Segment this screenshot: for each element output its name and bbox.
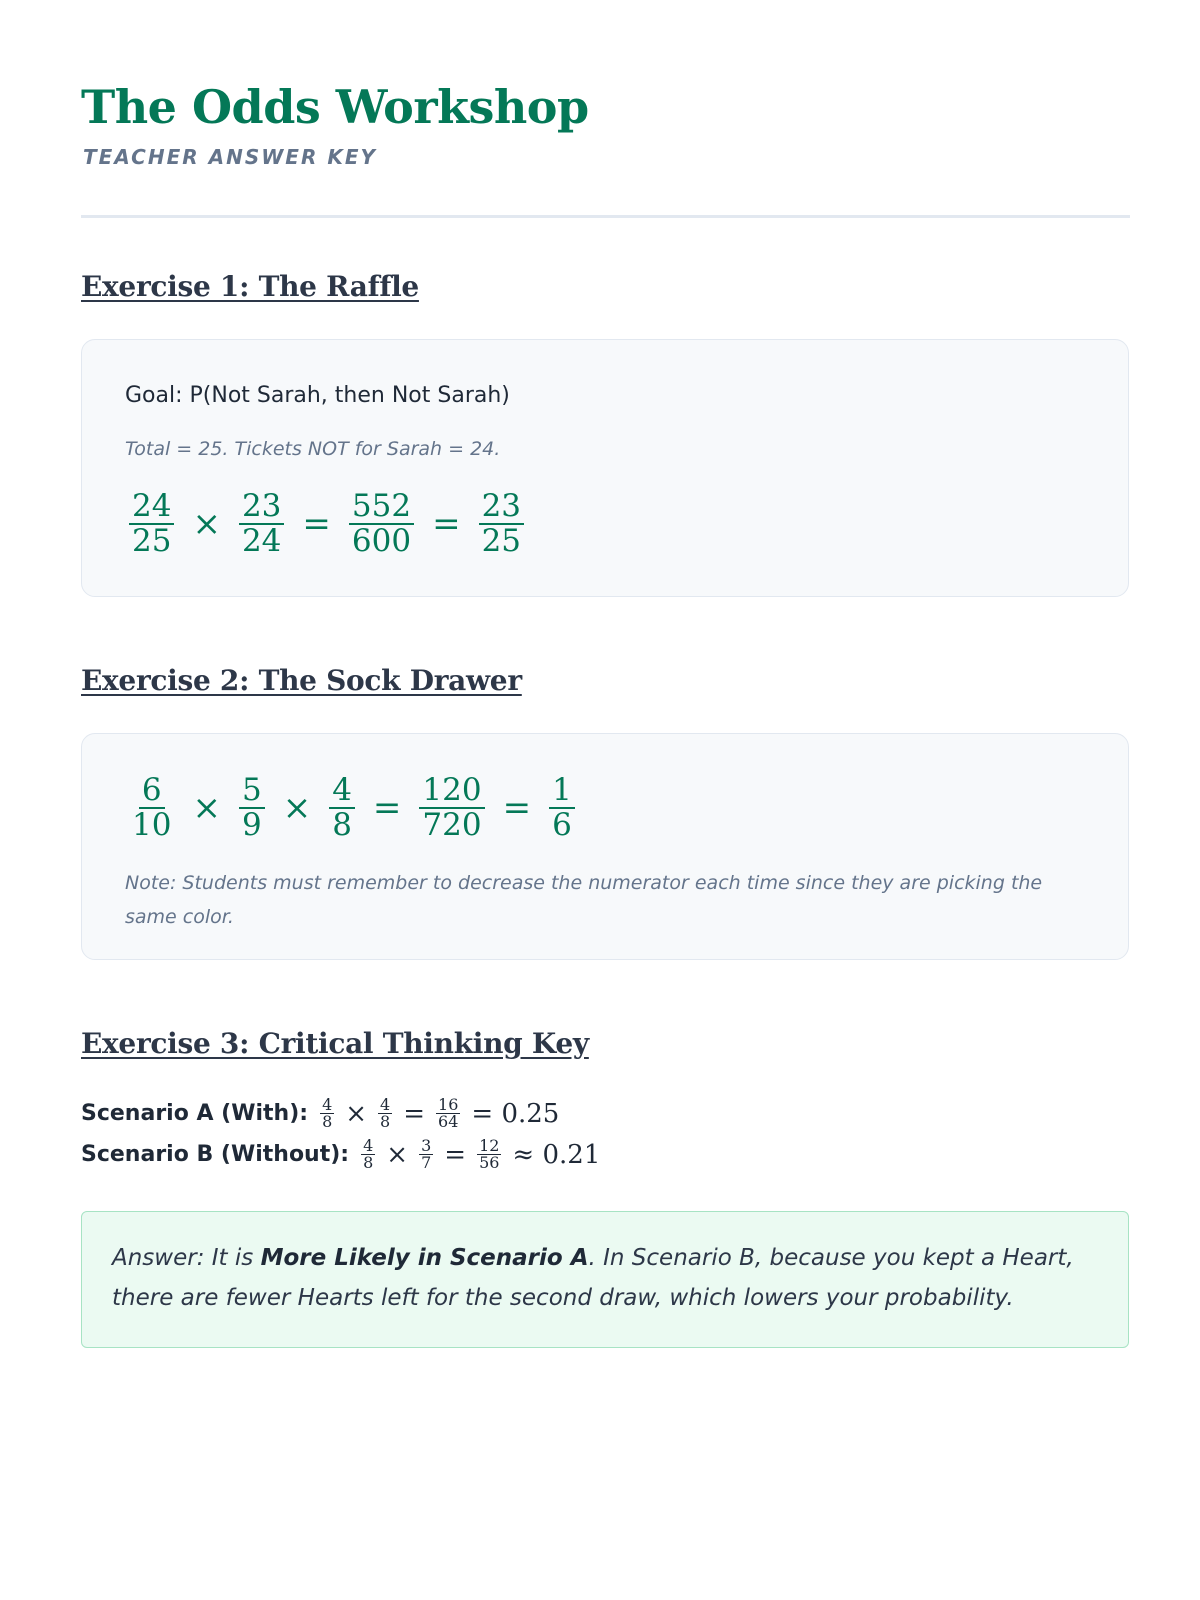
fraction-numerator: 4 bbox=[329, 774, 355, 809]
scenario-b-equation bbox=[359, 1138, 609, 1171]
fraction-numerator: 552 bbox=[349, 490, 414, 525]
exercise-1-heading: Exercise 1: The Raffle bbox=[81, 270, 419, 303]
fraction bbox=[347, 490, 416, 557]
fraction-denominator: 64 bbox=[438, 1112, 459, 1131]
fraction bbox=[359, 1138, 377, 1171]
fraction-denominator: 25 bbox=[481, 522, 522, 559]
fraction-numerator: 4 bbox=[363, 1136, 374, 1155]
exercise-2-heading: Exercise 2: The Sock Drawer bbox=[81, 664, 522, 697]
fraction-denominator: 8 bbox=[380, 1112, 391, 1131]
fraction bbox=[237, 490, 286, 557]
fraction-numerator: 23 bbox=[239, 490, 284, 525]
result-value: = 0.25 bbox=[471, 1098, 560, 1129]
fraction-denominator: 25 bbox=[132, 522, 172, 559]
exercise-1-equation bbox=[127, 490, 526, 557]
fraction-denominator: 8 bbox=[322, 1112, 333, 1131]
fraction-numerator: 12 bbox=[479, 1136, 500, 1155]
header-divider bbox=[81, 215, 1130, 218]
scenario-a-equation bbox=[318, 1097, 568, 1130]
equals-operator: = bbox=[403, 1098, 426, 1129]
exercise-2-equation bbox=[127, 774, 577, 841]
fraction-denominator: 24 bbox=[241, 522, 282, 559]
times-operator: × bbox=[192, 503, 221, 544]
fraction-numerator: 23 bbox=[479, 490, 524, 525]
times-operator: × bbox=[192, 787, 221, 828]
times-operator: × bbox=[282, 787, 312, 828]
fraction bbox=[434, 1097, 462, 1130]
equals-operator: = bbox=[372, 787, 402, 828]
fraction-denominator: 6 bbox=[552, 806, 572, 843]
scenario-b-row bbox=[81, 1138, 609, 1171]
result-value: ≈ 0.21 bbox=[512, 1139, 601, 1170]
equals-operator: = bbox=[502, 787, 532, 828]
fraction-numerator: 3 bbox=[421, 1136, 432, 1155]
exercise-2-card bbox=[81, 733, 1129, 960]
equals-operator: = bbox=[302, 503, 331, 544]
answer-suffix: . In Scenario B, because you kept a Heart, there are fewer Hearts left for the second draw, which lowers your probability. bbox=[112, 1245, 1074, 1311]
fraction-numerator: 5 bbox=[239, 774, 265, 809]
fraction-numerator: 4 bbox=[380, 1095, 391, 1114]
fraction bbox=[127, 490, 176, 557]
fraction-denominator: 600 bbox=[351, 522, 412, 559]
fraction-numerator: 120 bbox=[419, 774, 484, 809]
fraction-denominator: 8 bbox=[332, 806, 352, 843]
fraction bbox=[475, 1138, 503, 1171]
scenario-b-label: Scenario B (Without): bbox=[81, 1142, 350, 1167]
fraction bbox=[318, 1097, 336, 1130]
fraction-denominator: 10 bbox=[132, 806, 172, 843]
scenario-a-row bbox=[81, 1097, 568, 1130]
fraction-numerator: 16 bbox=[438, 1095, 459, 1114]
page-title: The Odds Workshop bbox=[81, 80, 589, 134]
fraction bbox=[477, 490, 526, 557]
answer-prefix: Answer: It is bbox=[112, 1245, 261, 1271]
exercise-1-goal: Goal: P(Not Sarah, then Not Sarah) bbox=[125, 383, 510, 408]
equals-operator: = bbox=[444, 1139, 467, 1170]
fraction-numerator: 1 bbox=[549, 774, 575, 809]
times-operator: × bbox=[386, 1139, 409, 1170]
scenario-a-label: Scenario A (With): bbox=[81, 1101, 309, 1126]
fraction-denominator: 720 bbox=[422, 806, 482, 843]
answer-emphasis: More Likely in Scenario A bbox=[260, 1245, 589, 1271]
answer-callout bbox=[81, 1211, 1129, 1348]
fraction-numerator: 24 bbox=[129, 490, 174, 525]
fraction bbox=[547, 774, 577, 841]
fraction-denominator: 9 bbox=[241, 806, 262, 843]
fraction bbox=[127, 774, 176, 841]
fraction bbox=[327, 774, 357, 841]
fraction bbox=[237, 774, 267, 841]
fraction bbox=[376, 1097, 394, 1130]
exercise-1-hint: Total = 25. Tickets NOT for Sarah = 24. bbox=[125, 438, 501, 460]
fraction-denominator: 8 bbox=[363, 1153, 374, 1172]
page-subtitle: TEACHER ANSWER KEY bbox=[83, 145, 377, 169]
equals-operator: = bbox=[432, 503, 461, 544]
fraction bbox=[417, 1138, 435, 1171]
exercise-2-note: Note: Students must remember to decrease the numerator each time since they are picking the same color. bbox=[125, 872, 1043, 928]
exercise-1-card bbox=[81, 339, 1129, 597]
times-operator: × bbox=[345, 1098, 368, 1129]
fraction-numerator: 4 bbox=[322, 1095, 333, 1114]
exercise-3-heading: Exercise 3: Critical Thinking Key bbox=[81, 1027, 589, 1060]
fraction-denominator: 56 bbox=[479, 1153, 500, 1172]
fraction-denominator: 7 bbox=[421, 1153, 432, 1172]
answer-text bbox=[112, 1238, 1102, 1318]
fraction-numerator: 6 bbox=[139, 774, 165, 809]
fraction bbox=[417, 774, 486, 841]
